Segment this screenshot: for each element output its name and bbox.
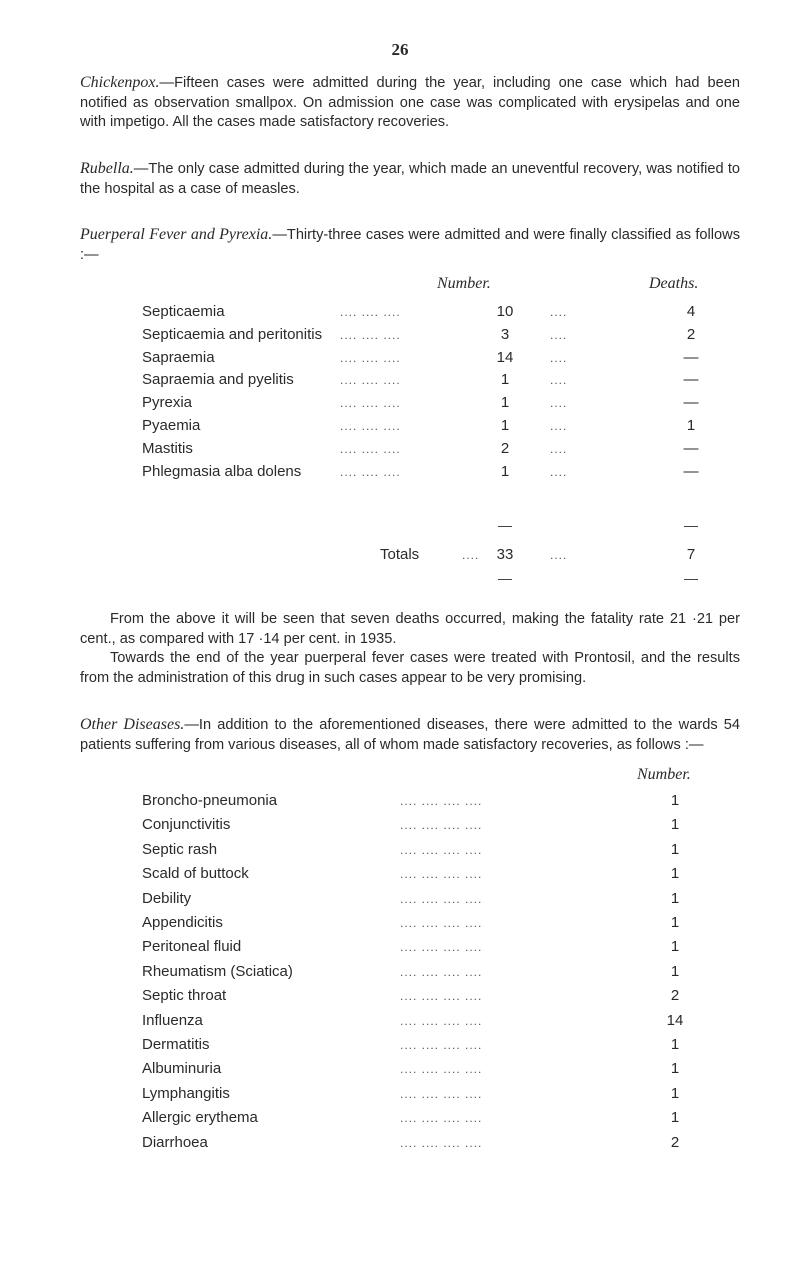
other-row-leader: .... .... .... .... (400, 1135, 483, 1150)
puerperal-row-label: Phlegmasia alba dolens (142, 462, 302, 480)
other-row-label: Rheumatism (Sciatica) (142, 962, 293, 980)
totals-leader: .... (550, 548, 568, 562)
other-number-header: Number. (637, 766, 691, 783)
puerperal-row-number: 3 (500, 325, 510, 343)
puerperal-deaths-header: Deaths. (649, 275, 699, 292)
puerperal-row-leader: .... .... .... (340, 305, 401, 319)
other-row-number: 1 (670, 1109, 680, 1127)
other-row-number: 14 (666, 1011, 684, 1029)
puerperal-row-deaths: — (683, 348, 699, 366)
other-row-leader: .... .... .... .... (400, 1111, 483, 1126)
puerperal-row-leader: .... .... .... (340, 373, 401, 388)
puerperal-row-number: 10 (496, 303, 514, 320)
other-diseases-paragraph (80, 715, 740, 755)
chickenpox-heading: Chickenpox. (80, 74, 160, 91)
puerperal-row-leader: .... .... .... (340, 327, 401, 342)
puerperal-row-leader: .... (550, 419, 568, 433)
other-row-label: Debility (142, 889, 192, 907)
puerperal-row-label: Septicaemia (142, 303, 225, 320)
other-row-number: 1 (670, 865, 680, 883)
puerperal-row-leader: .... (550, 396, 568, 411)
other-row-label: Septic throat (142, 987, 227, 1005)
other-row-leader: .... .... .... .... (400, 794, 483, 808)
puerperal-row-label: Pyaemia (142, 417, 201, 434)
other-row-number: 1 (670, 962, 680, 980)
other-row-leader: .... .... .... .... (400, 842, 483, 857)
puerperal-row-number: 1 (500, 394, 510, 412)
puerperal-number-header: Number. (437, 275, 491, 292)
rubella-heading: Rubella. (80, 160, 134, 177)
fatality-paragraph (80, 610, 740, 649)
prontosil-paragraph (80, 649, 740, 688)
prontosil-text: Towards the end of the year puerperal fever cases were treated with Prontosil, and the results from the administration of this drug in such cases appear to be very promising. (80, 650, 740, 686)
other-row-label: Conjunctivitis (142, 816, 231, 834)
puerperal-row-deaths: — (683, 394, 699, 412)
puerperal-row-label: Septicaemia and peritonitis (142, 325, 323, 343)
total-rule (498, 526, 512, 527)
puerperal-row-number: 14 (496, 348, 514, 366)
page-number: 26 (391, 40, 409, 59)
rubella-paragraph (80, 159, 740, 199)
other-row-leader: .... .... .... .... (400, 916, 483, 930)
other-row-leader: .... .... .... .... (400, 989, 483, 1004)
total-rule (498, 579, 512, 580)
other-row-label: Albuminuria (142, 1060, 222, 1078)
other-row-label: Lymphangitis (142, 1084, 230, 1102)
totals-deaths: 7 (686, 546, 696, 563)
other-row-number: 1 (670, 914, 680, 931)
puerperal-row-leader: .... .... .... (340, 396, 401, 411)
total-rule (684, 526, 698, 527)
other-row-label: Septic rash (142, 840, 218, 858)
puerperal-row-label: Sapraemia and pyelitis (142, 371, 294, 389)
total-rule (684, 579, 698, 580)
puerperal-row-leader: .... .... .... (340, 350, 401, 365)
other-row-number: 2 (670, 1133, 680, 1151)
other-row-number: 1 (670, 816, 680, 834)
other-row-leader: .... .... .... .... (400, 1038, 483, 1052)
other-row-number: 1 (670, 792, 680, 809)
other-row-number: 1 (670, 840, 680, 858)
other-diseases-heading: Other Diseases. (80, 716, 185, 733)
other-row-leader: .... .... .... .... (400, 891, 483, 906)
fatality-text: From the above it will be seen that seven deaths occurred, making the fatality rate 21 ·21 per cent., as compared with 17 ·14 per cent. in 1935. (80, 611, 740, 647)
other-row-number: 1 (670, 1060, 680, 1078)
puerperal-text: —Thirty-three cases were admitted and were finally classified as follows :— (80, 227, 740, 263)
puerperal-row-leader: .... .... .... (340, 464, 401, 479)
chickenpox-paragraph (80, 73, 740, 133)
other-row-leader: .... .... .... .... (400, 1086, 483, 1101)
other-row-label: Diarrhoea (142, 1133, 208, 1151)
puerperal-row-leader: .... .... .... (340, 419, 401, 433)
totals-leader: .... (462, 548, 480, 562)
puerperal-row-deaths: — (683, 462, 699, 480)
other-row-number: 1 (670, 938, 680, 956)
puerperal-row-number: 2 (500, 439, 510, 457)
other-diseases-text: —In addition to the aforementioned diseases, there were admitted to the wards 54 patients suffering from various diseases, all of whom made satisfactory recoveries, as follows :— (80, 717, 740, 753)
puerperal-paragraph (80, 225, 740, 265)
totals-label: Totals (380, 546, 420, 563)
other-row-leader: .... .... .... .... (400, 940, 483, 955)
other-row-leader: .... .... .... .... (400, 867, 483, 882)
puerperal-row-leader: .... (550, 373, 568, 388)
other-row-label: Scald of buttock (142, 865, 249, 883)
other-row-label: Influenza (142, 1011, 203, 1029)
other-row-number: 1 (670, 1036, 680, 1053)
puerperal-row-number: 1 (500, 371, 510, 389)
puerperal-row-deaths: 4 (686, 303, 696, 320)
other-row-label: Appendicitis (142, 914, 223, 931)
other-row-leader: .... .... .... .... (400, 1062, 483, 1077)
puerperal-row-leader: .... .... .... (340, 441, 401, 456)
other-row-leader: .... .... .... .... (400, 964, 483, 979)
puerperal-row-leader: .... (550, 327, 568, 342)
puerperal-row-deaths: — (683, 371, 699, 389)
puerperal-row-leader: .... (550, 441, 568, 456)
puerperal-row-number: 1 (500, 417, 510, 434)
other-row-label: Broncho-pneumonia (142, 792, 278, 809)
puerperal-row-number: 1 (500, 462, 510, 480)
other-row-number: 1 (670, 889, 680, 907)
puerperal-heading: Puerperal Fever and Pyrexia. (80, 226, 273, 243)
totals-number: 33 (496, 546, 514, 563)
other-row-number: 2 (670, 987, 680, 1005)
other-row-label: Dermatitis (142, 1036, 210, 1053)
puerperal-row-deaths: — (683, 439, 699, 457)
puerperal-row-leader: .... (550, 464, 568, 479)
puerperal-row-leader: .... (550, 305, 568, 319)
chickenpox-text: —Fifteen cases were admitted during the year, including one case which had been notified as observation smallpox. On admission one case was complicated with erysipelas and one with impetigo. All the cases made satisfactory recoveries. (80, 75, 740, 130)
puerperal-row-leader: .... (550, 350, 568, 365)
puerperal-row-label: Sapraemia (142, 348, 215, 366)
rubella-text: —The only case admitted during the year, which made an uneventful recovery, was notified to the hospital as a case of measles. (80, 161, 740, 197)
puerperal-row-label: Pyrexia (142, 394, 193, 412)
other-row-label: Allergic erythema (142, 1109, 258, 1127)
other-row-leader: .... .... .... .... (400, 1013, 483, 1028)
other-row-leader: .... .... .... .... (400, 818, 483, 833)
puerperal-row-deaths: 2 (686, 325, 696, 343)
puerperal-row-label: Mastitis (142, 439, 193, 457)
other-row-label: Peritoneal fluid (142, 938, 242, 956)
other-row-number: 1 (670, 1084, 680, 1102)
puerperal-row-deaths: 1 (686, 417, 696, 434)
